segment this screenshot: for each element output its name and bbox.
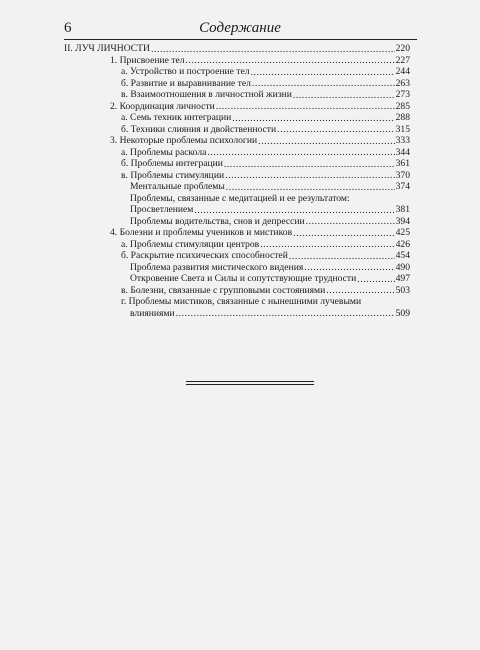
toc-entry	[64, 181, 410, 193]
toc-entry	[64, 55, 410, 67]
toc-entry	[64, 170, 410, 182]
toc-leader-dots	[224, 159, 395, 170]
toc-entry	[64, 308, 410, 320]
toc-entry-page: 503	[395, 284, 410, 296]
toc-entry	[64, 89, 410, 101]
toc-leader-dots	[176, 308, 395, 319]
toc-leader-dots	[186, 55, 395, 66]
toc-entry-page: 370	[395, 169, 410, 181]
toc-entry-page: 394	[395, 215, 410, 227]
toc-entry-title: 3. Некоторые проблемы психологии	[110, 135, 258, 146]
toc-leader-dots	[326, 285, 394, 296]
toc-leader-dots	[216, 101, 395, 112]
toc-entry	[64, 66, 410, 78]
end-double-rule	[186, 381, 314, 387]
toc-entry-title: б. Проблемы интеграции	[121, 158, 223, 169]
toc-entry-title: в. Проблемы стимуляции	[121, 169, 225, 181]
toc-entry	[64, 262, 410, 274]
page-number: 6	[64, 20, 72, 36]
toc-entry-title: 4. Болезни и проблемы учеников и мистиков	[110, 227, 293, 238]
toc-entry-title: влияниями	[130, 307, 175, 319]
toc-leader-dots	[151, 44, 395, 55]
toc-leader-dots	[207, 147, 394, 158]
toc-entry-page: 374	[395, 181, 410, 192]
toc-entry	[64, 227, 410, 239]
toc-entry-title: Проблема развития мистического видения	[130, 261, 304, 273]
toc-entry-title: 2. Координация личности	[110, 100, 215, 112]
toc-entry-page: 361	[395, 158, 410, 169]
toc-leader-dots	[251, 67, 395, 78]
toc-entry-page: 425	[395, 227, 410, 238]
toc-entry-page: 315	[395, 123, 410, 135]
toc-entry-page: 454	[395, 250, 410, 261]
toc-entry-title: Проблемы, связанные с медитацией и ее результатом:	[130, 192, 350, 204]
toc-leader-dots	[277, 124, 394, 135]
toc-entry-title: II. ЛУЧ ЛИЧНОСТИ	[64, 43, 150, 54]
toc-entry	[64, 296, 410, 308]
toc-entry-page: 344	[395, 146, 410, 158]
toc-entry-title: Откровение Света и Силы и сопутствующие трудности	[130, 273, 357, 284]
toc-entry	[64, 158, 410, 170]
toc-entry	[64, 112, 410, 124]
toc-entry-page: 333	[395, 135, 410, 146]
toc-entry	[64, 285, 410, 297]
toc-entry	[64, 124, 410, 136]
toc-entry-title: б. Техники слияния и двойственности	[121, 123, 277, 135]
toc-leader-dots	[252, 78, 395, 89]
toc-entry-page: 244	[395, 66, 410, 77]
toc-entry-title: Просветлением	[130, 204, 194, 215]
toc-entry-title: а. Семь техник интеграции	[121, 112, 232, 123]
toc-entry-page: 509	[395, 307, 410, 319]
toc-entry-title: а. Устройство и построение тел	[121, 66, 250, 77]
toc-leader-dots	[293, 228, 394, 239]
toc-entry-page: 220	[395, 43, 410, 54]
toc-leader-dots	[226, 182, 395, 193]
toc-entry-page: 263	[395, 77, 410, 89]
header-rule	[64, 39, 417, 40]
toc-entry-page: 288	[395, 112, 410, 123]
toc-entry	[64, 250, 410, 262]
toc-leader-dots	[258, 136, 394, 147]
toc-entry-title: Проблемы водительства, снов и депрессии	[130, 215, 305, 227]
toc-leader-dots	[260, 239, 394, 250]
running-head-title: Содержание	[199, 20, 281, 36]
toc-entry-title: б. Развитие и выравнивание тел	[121, 77, 251, 89]
toc-entry-page: 227	[395, 54, 410, 66]
toc-entry-title: б. Раскрытие психических способностей	[121, 250, 288, 261]
toc-entry-title: Ментальные проблемы	[130, 181, 225, 192]
toc-entry-page: 285	[395, 100, 410, 112]
toc-entry-page: 273	[395, 89, 410, 100]
toc-entry-title: в. Болезни, связанные с групповыми состояниями	[121, 284, 326, 296]
toc-entry-page: 490	[395, 261, 410, 273]
toc-leader-dots	[304, 262, 394, 273]
toc-leader-dots	[289, 251, 395, 262]
toc-leader-dots	[232, 113, 394, 124]
toc-entry	[64, 193, 410, 205]
table-of-contents	[64, 43, 410, 319]
toc-entry-title: г. Проблемы мистиков, связанные с нынешними лучевыми	[121, 296, 362, 307]
toc-entry	[64, 78, 410, 90]
toc-entry-page: 497	[395, 273, 410, 284]
toc-entry	[64, 135, 410, 147]
toc-leader-dots	[357, 274, 394, 285]
toc-entry-title: в. Взаимоотношения в личностной жизни	[121, 89, 292, 100]
toc-entry	[64, 43, 410, 55]
toc-entry	[64, 216, 410, 228]
toc-entry-title: а. Проблемы стимуляции центров	[121, 238, 260, 250]
toc-entry	[64, 239, 410, 251]
toc-leader-dots	[194, 205, 394, 216]
toc-entry-page: 381	[395, 204, 410, 215]
toc-entry-title: а. Проблемы раскола	[121, 146, 207, 158]
toc-leader-dots	[225, 170, 395, 181]
toc-leader-dots	[293, 90, 395, 101]
toc-entry	[64, 204, 410, 216]
toc-entry-title: 1. Присвоение тел	[110, 54, 185, 66]
toc-entry-page: 426	[395, 238, 410, 250]
toc-entry	[64, 273, 410, 285]
toc-entry	[64, 101, 410, 113]
toc-entry	[64, 147, 410, 159]
toc-leader-dots	[306, 216, 395, 227]
